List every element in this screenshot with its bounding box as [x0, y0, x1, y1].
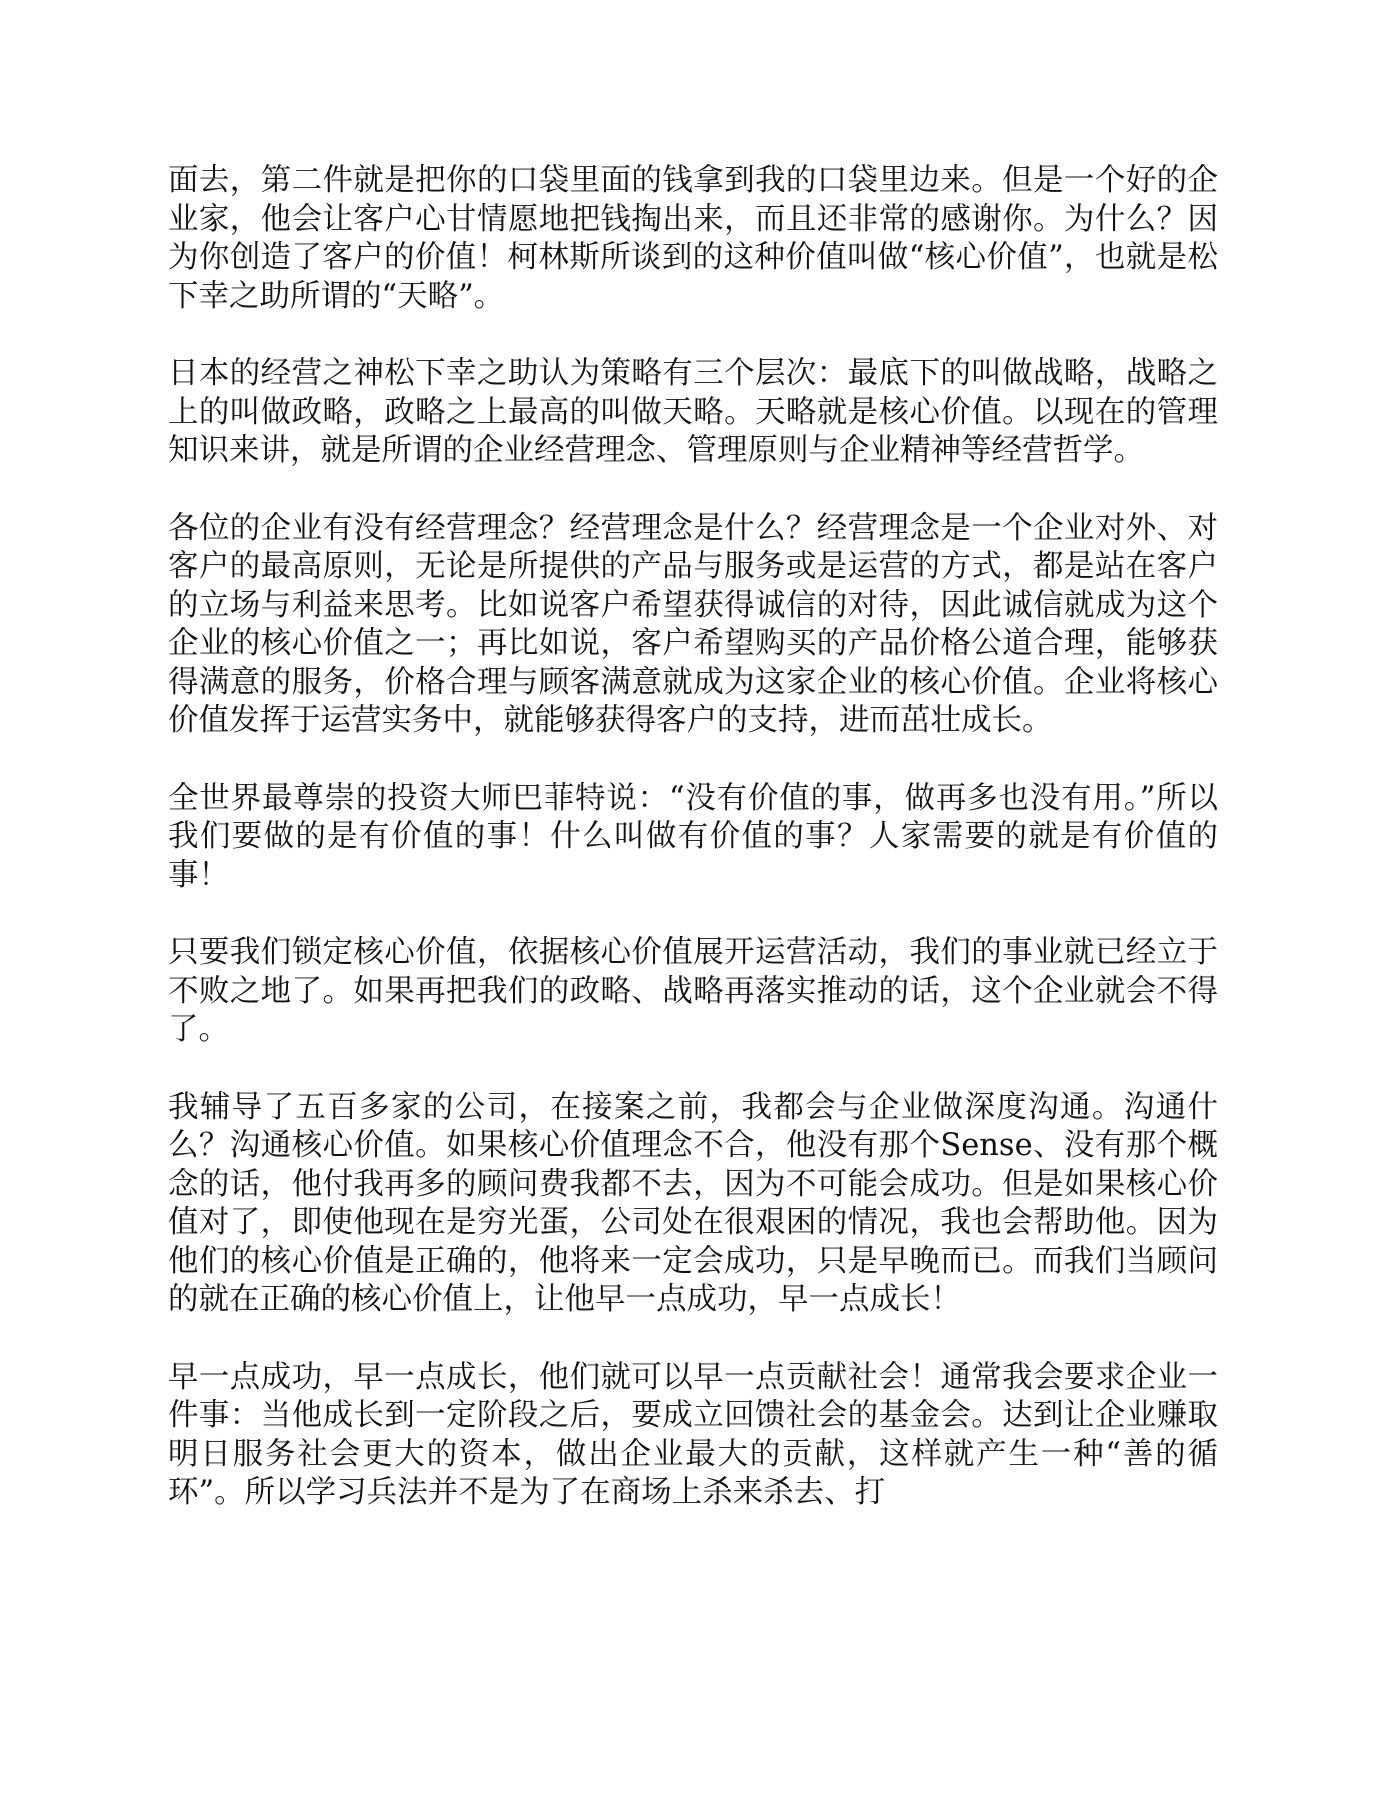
paragraph: 我辅导了五百多家的公司，在接案之前，我都会与企业做深度沟通。沟通什么？沟通核心价值。如果核心价值理念不合，他没有那个Sense、没有那个概念的话，他付我再多的顾问费我都不去，因为不可能会成功。但是如果核心价值对了，即使他现在是穷光蛋，公司处在很艰困的情况，我也会帮助他。因为他们的核心价值是正确的，他将来一定会成功，只是早晚而已。而我们当顾问的就在正确的核心价值上，让他早一点成功，早一点成长！ — [168, 1089, 1218, 1317]
document-body — [168, 162, 1218, 1513]
paragraph: 只要我们锁定核心价值，依据核心价值展开运营活动，我们的事业就已经立于不败之地了。如果再把我们的政略、战略再落实推动的话，这个企业就会不得了。 — [168, 935, 1218, 1047]
paragraph: 早一点成功，早一点成长，他们就可以早一点贡献社会！通常我会要求企业一件事：当他成长到一定阶段之后，要成立回馈社会的基金会。达到让企业赚取明日服务社会更大的资本，做出企业最大的贡献，这样就产生一种“善的循环”。所以学习兵法并不是为了在商场上杀来杀去、打 — [168, 1359, 1218, 1510]
paragraph: 日本的经营之神松下幸之助认为策略有三个层次：最底下的叫做战略，战略之上的叫做政略，政略之上最高的叫做天略。天略就是核心价值。以现在的管理知识来讲，就是所谓的企业经营理念、管理原则与企业精神等经营哲学。 — [168, 356, 1218, 468]
paragraph: 全世界最尊崇的投资大师巴菲特说：“没有价值的事，做再多也没有用。”所以我们要做的是有价值的事！什么叫做有价值的事？人家需要的就是有价值的事！ — [168, 780, 1218, 893]
paragraph: 各位的企业有没有经营理念？经营理念是什么？经营理念是一个企业对外、对客户的最高原则，无论是所提供的产品与服务或是运营的方式，都是站在客户的立场与利益来思考。比如说客户希望获得诚信的对待，因此诚信就成为这个企业的核心价值之一；再比如说，客户希望购买的产品价格公道合理，能够获得满意的服务，价格合理与顾客满意就成为这家企业的核心价值。企业将核心价值发挥于运营实务中，就能够获得客户的支持，进而茁壮成长。 — [168, 510, 1218, 738]
paragraph: 面去，第二件就是把你的口袋里面的钱拿到我的口袋里边来。但是一个好的企业家，他会让客户心甘情愿地把钱掏出来，而且还非常的感谢你。为什么？因为你创造了客户的价值！柯林斯所谈到的这种价值叫做“核心价值”，也就是松下幸之助所谓的“天略”。 — [168, 163, 1218, 314]
